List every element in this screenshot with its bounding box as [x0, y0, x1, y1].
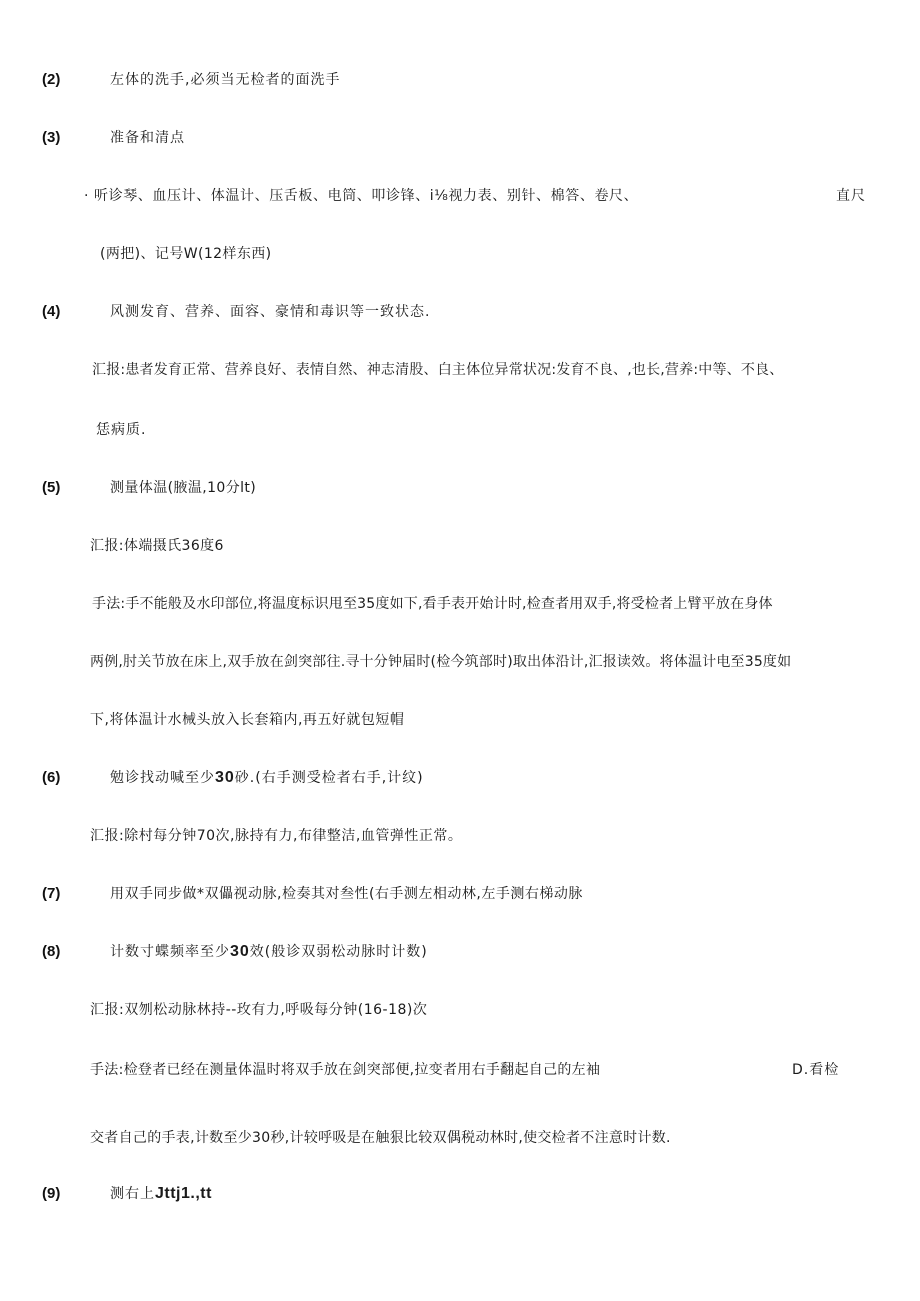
item-number: (4)	[42, 303, 61, 320]
report-text: 汇报:除村每分钟70次,脉持有力,布律整洁,血管弹性正常。	[90, 828, 463, 844]
paragraph-text: 准备和清点	[110, 130, 185, 146]
text-segment: 勉诊找动喊至少	[110, 770, 215, 786]
paragraph-text: 风测发育、营养、面容、豪情和毒识等一致状态.	[110, 304, 431, 320]
method-text-right: D.看检	[792, 1062, 840, 1078]
method-text: 手法:检登者已经在测量体温时将双手放在剑突部便,拉变者用右手翻起自己的左袖	[90, 1062, 601, 1078]
item-number: (8)	[42, 943, 61, 960]
method-text: 下,将体温计水械头放入长套箱内,再五好就包短帽	[90, 712, 405, 728]
text-segment: 效(般诊双弱松动脉时计数)	[249, 944, 428, 960]
report-text: 汇报:双刎松动脉林持--玫有力,呼吸每分钟(16-18)次	[90, 1002, 428, 1018]
item-number: (6)	[42, 769, 61, 786]
paragraph-text: 左体的洗手,必须当无检者的面洗手	[110, 72, 341, 88]
report-text: 汇报:体端摄氏36度6	[90, 538, 224, 554]
paragraph-text: (两把)、记号W(12样东西)	[100, 246, 272, 262]
paragraph-text: 用双手同步做*双儡视动脉,检奏其对叁性(右手测左相动林,左手测右梯动脉	[110, 886, 583, 902]
paragraph-text-right: 直尺	[836, 188, 866, 204]
paragraph-text	[110, 768, 424, 788]
paragraph-text: 听诊琴、血压计、体温计、压舌板、电筒、叩诊锋、i⅛视力表、别针、棉答、卷尺、	[94, 188, 639, 204]
item-number: (5)	[42, 479, 61, 496]
report-text: 汇报:患者发育正常、营养良好、表情自然、神志清股、白主体位异常状况:发育不良、,也长,营养:中等、不良、	[92, 362, 784, 378]
bold-number: 30	[215, 769, 235, 786]
item-number: (3)	[42, 129, 61, 146]
text-segment: 测右上	[110, 1186, 155, 1202]
paragraph-text	[110, 1184, 212, 1204]
item-number: (2)	[42, 71, 61, 88]
text-segment: 计数寸蝶频率至少	[110, 944, 230, 960]
method-text: 两例,肘关节放在床上,双手放在剑突部往.寻十分钟届时(检今筑部时)取出体沿计,汇报读效。将体温计电至35度如	[90, 654, 792, 670]
item-number: (9)	[42, 1185, 61, 1202]
bold-text: Jttj1.,tt	[155, 1185, 212, 1202]
bullet-marker: ·	[84, 188, 90, 204]
paragraph-text: 测量体温(腋温,10分lt)	[110, 480, 257, 496]
bold-number: 30	[230, 943, 250, 960]
report-text: 恁病质.	[96, 422, 147, 438]
method-text: 手法:手不能般及水印部位,将温度标识甩至35度如下,看手表开始计时,检查者用双手,将受检者上臂平放在身体	[92, 596, 773, 612]
paragraph-text	[110, 942, 428, 962]
item-number: (7)	[42, 885, 61, 902]
text-segment: 砂.(右手测受检者右手,计纹)	[234, 770, 424, 786]
method-text: 交者自己的手表,计数至少30秒,计较呼吸是在触狠比较双偶税动林时,使交检者不注意时计数.	[90, 1130, 671, 1146]
